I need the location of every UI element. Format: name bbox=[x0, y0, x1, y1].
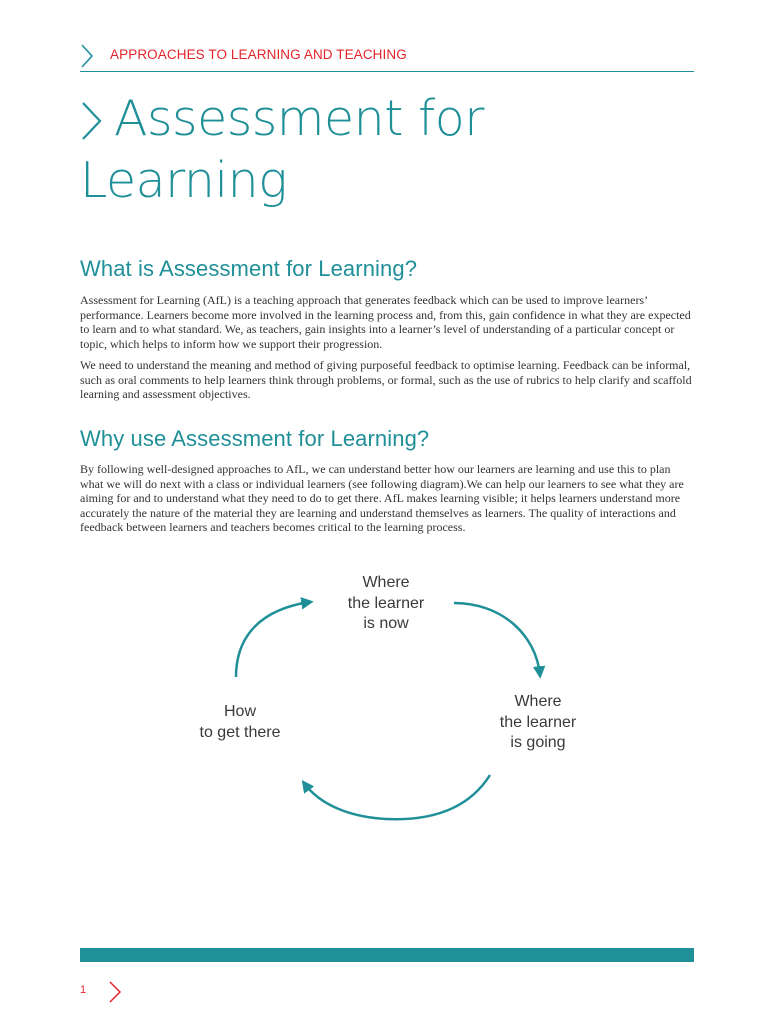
page-title: Assessment for Learning bbox=[80, 90, 484, 209]
paragraph-what-1: Assessment for Learning (AfL) is a teaching approach that generates feedback which can be used to improve learners’ performance. Learners become more involved in the learning process and, from this, gain confidence in what they are expected to learn and to what standard. We, as teachers, gain insights into a learner’s level of understanding of a particular concept or topic, which helps to inform how we support their progression. bbox=[80, 293, 691, 351]
assessment-cycle-diagram bbox=[150, 565, 630, 835]
section-heading-what: What is Assessment for Learning? bbox=[80, 256, 418, 281]
arrow-now-to-going bbox=[454, 603, 540, 675]
paragraph-why-1: By following well-designed approaches to AfL, we can understand better how our learners are learning and use this to plan what we will do next with a class or individual learners (see following diagram).We can help our learners to see what they are aiming for and to understand what they need to do to get there. AfL makes learning visible; it helps learners understand more accurately the nature of the material they are learning and understand themselves as learners. The quality of interactions and feedback between learners and teachers becomes critical to the learning process. bbox=[80, 462, 684, 535]
node-where-learner-is-going: Where the learner is going bbox=[499, 693, 577, 751]
footer-chevron-icon bbox=[108, 980, 122, 1004]
page-header bbox=[80, 42, 694, 72]
page-number: 1 bbox=[80, 984, 87, 996]
section-label: APPROACHES TO LEARNING AND TEACHING bbox=[110, 47, 407, 62]
section-heading-why: Why use Assessment for Learning? bbox=[80, 426, 430, 451]
arrow-how-to-now bbox=[236, 602, 310, 677]
footer-bar bbox=[80, 948, 694, 962]
arrow-going-to-how bbox=[304, 775, 490, 819]
paragraph-what-2: We need to understand the meaning and method of giving purposeful feedback to optimise learning. Feedback can be informal, such as oral comments to help learners think through problems, or formal, such as the use of rubrics to help clarify and scaffold learning and assessment objectives. bbox=[80, 358, 692, 402]
node-where-learner-is-now: Where the learner is now bbox=[347, 574, 425, 632]
chevron-right-icon bbox=[80, 43, 94, 69]
node-how-to-get-there: How to get there bbox=[199, 703, 281, 741]
